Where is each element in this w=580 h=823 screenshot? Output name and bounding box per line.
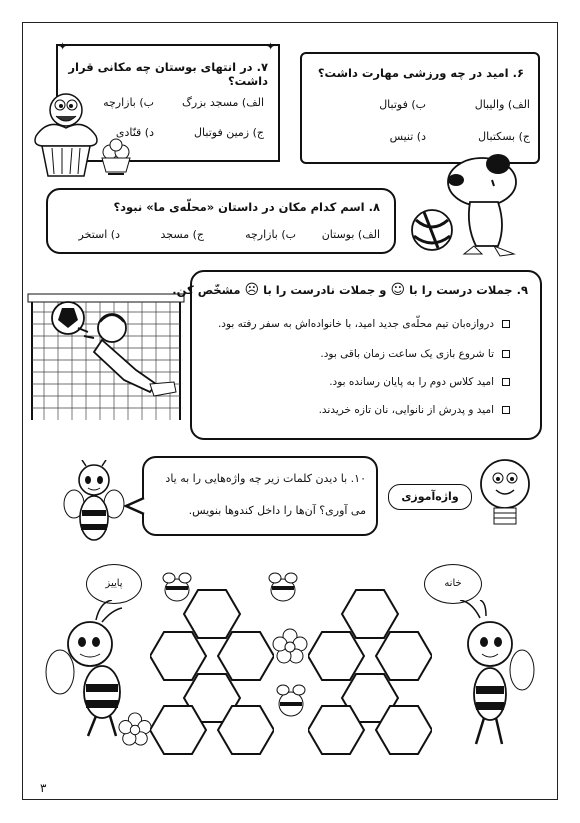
q7-option-b: ب) بازارچه xyxy=(103,96,154,109)
snoopy-ball-icon xyxy=(402,150,542,260)
page-number: ۳ xyxy=(40,781,47,795)
q9-title-part2: و جملات نادرست را با xyxy=(263,283,387,297)
q9-sentence: امید و پدرش از نانوایی، نان تازه خریدند. xyxy=(319,404,510,416)
lightbulb-icon xyxy=(474,452,536,534)
vocab-label: واژه‌آموزی xyxy=(388,484,472,510)
goalkeeper-icon xyxy=(24,288,194,428)
flower-icon xyxy=(118,712,152,746)
q10-line-2: می آوری؟ آن‌ها را داخل کندوها بنویس. xyxy=(188,504,366,517)
question-7-title: ۷. در انتهای بوستان چه مکانی قرار داشت؟ xyxy=(68,60,268,88)
cupcake-monster-icon xyxy=(28,88,104,180)
maya-bee-right-icon xyxy=(440,600,540,750)
q9-title-part1: ۹. جملات درست را با xyxy=(409,283,528,297)
q9-sentence: امید کلاس دوم را به پایان رسانده بود. xyxy=(329,376,510,388)
pin-icon: ✦ xyxy=(58,40,68,53)
q8-option-c: ج) مسجد xyxy=(160,228,204,241)
question-9-title xyxy=(172,282,528,298)
question-8-box xyxy=(46,188,396,254)
q9-sentence: دروازه‌بان تیم محلّه‌ی جدید امید، با خانواده‌اش به سفر رفته بود. xyxy=(218,318,510,330)
q7-option-d: د) قنّادی xyxy=(115,126,154,139)
question-6-title: ۶. امید در چه ورزشی مهارت داشت؟ xyxy=(317,66,524,80)
q8-option-d: د) استخر xyxy=(78,228,120,241)
honeycomb-right xyxy=(308,588,432,758)
q8-option-a: الف) بوستان xyxy=(321,228,380,241)
small-bee-icon xyxy=(274,684,308,718)
checkbox-icon xyxy=(502,406,510,414)
honeycomb-left xyxy=(150,588,274,758)
bee-icon xyxy=(62,460,126,546)
speech-bubble-house: خانه xyxy=(424,564,482,604)
q6-option-c: ج) بسکتبال xyxy=(478,130,530,143)
q7-option-c: ج) زمین فوتبال xyxy=(194,126,264,139)
smiley-face-icon: ☺ xyxy=(390,282,406,298)
question-6-box xyxy=(300,52,540,164)
question-8-title: ۸. اسم کدام مکان در داستان «محلّه‌ی ما» نبود؟ xyxy=(113,200,380,214)
checkbox-icon xyxy=(502,350,510,358)
speech-bubble-autumn: پاییز xyxy=(86,564,142,604)
checkbox-icon xyxy=(502,320,510,328)
sad-face-icon: ☹ xyxy=(244,282,260,298)
q10-line-1: ۱۰. با دیدن کلمات زیر چه واژه‌هایی را به یاد xyxy=(165,472,366,485)
q9-sentence: تا شروع بازی یک ساعت زمان باقی بود. xyxy=(320,348,510,360)
question-10-box xyxy=(142,456,378,536)
checkbox-icon xyxy=(502,378,510,386)
q9-title-part3: مشخّص کن. xyxy=(172,283,241,297)
flower-icon xyxy=(272,628,308,664)
question-9-box xyxy=(172,270,542,440)
q6-option-a: الف) والیبال xyxy=(474,98,530,111)
pin-icon: ✦ xyxy=(266,40,276,53)
q8-option-b: ب) بازارچه xyxy=(245,228,296,241)
q7-option-a: الف) مسجد بزرگ xyxy=(182,96,264,109)
bubble-tail xyxy=(124,496,146,516)
q6-option-d: د) تنیس xyxy=(389,130,426,143)
q6-option-b: ب) فوتبال xyxy=(379,98,426,111)
ice-cream-icon xyxy=(96,138,136,178)
